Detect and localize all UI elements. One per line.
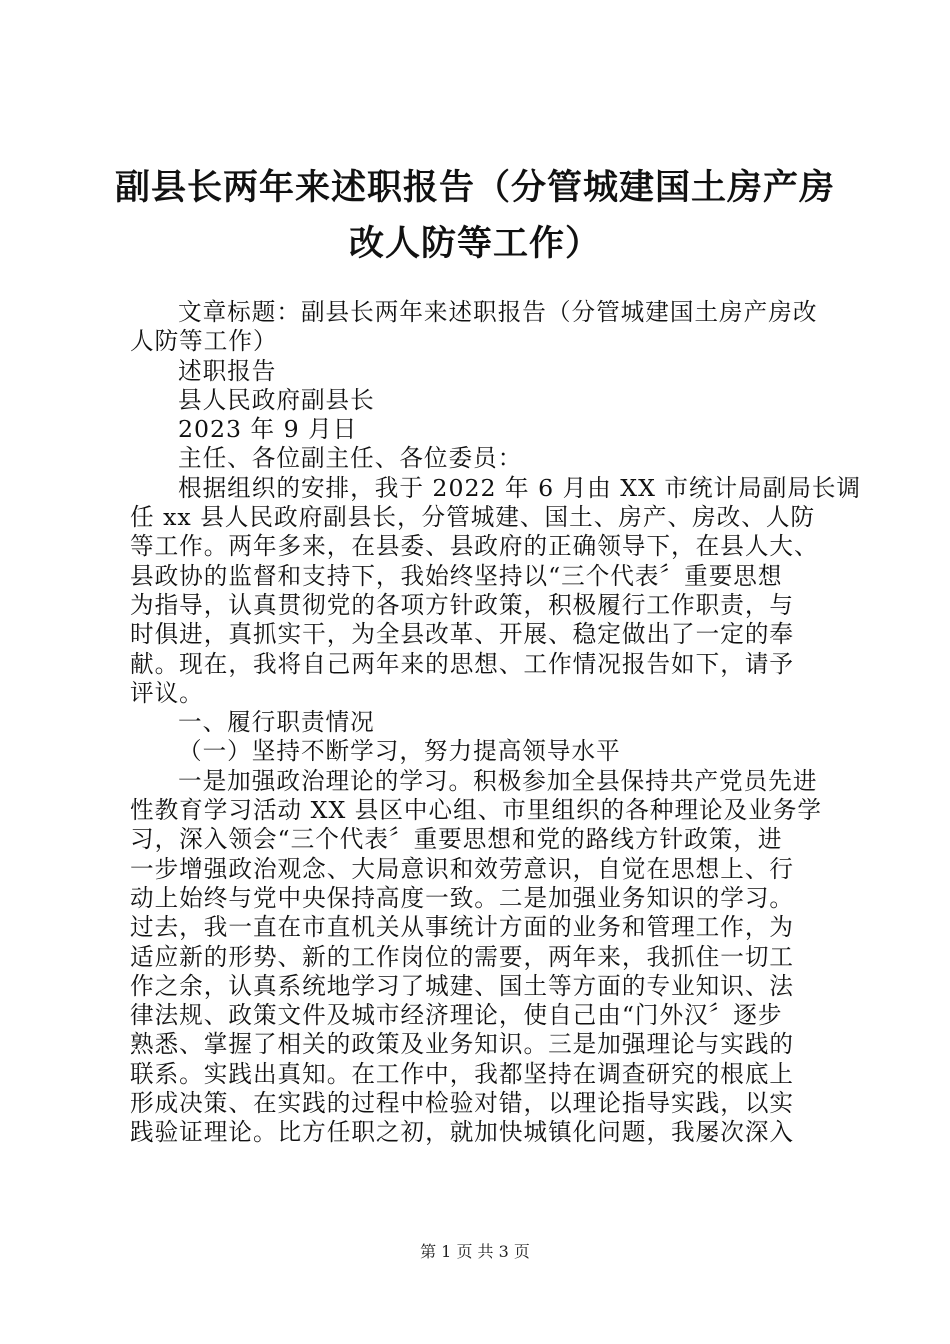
body-line: 动上始终与党中央保持高度一致。二是加强业务知识的学习。 <box>130 883 795 912</box>
body-line: 形成决策、在实践的过程中检验对错，以理论指导实践，以实 <box>130 1089 795 1118</box>
body-line: 县政协的监督和支持下，我始终坚持以“三个代表〞重要思想 <box>130 561 783 590</box>
body-line: 一、履行职责情况 <box>178 708 375 737</box>
body-line: 熟悉、掌握了相关的政策及业务知识。三是加强理论与实践的 <box>130 1030 795 1059</box>
title-line-1: 副县长两年来述职报告（分管城建国土房产房 <box>114 168 835 208</box>
body-line: 根据组织的安排，我于 2022 年 6 月由 XX 市统计局副局长调 <box>178 473 862 502</box>
body-line: 县人民政府副县长 <box>178 385 375 414</box>
body-line: 作之余，认真系统地学习了城建、国土等方面的专业知识、法 <box>130 971 795 1000</box>
body-line: （一）坚持不断学习，努力提高领导水平 <box>178 737 621 766</box>
body-line: 适应新的形势、新的工作岗位的需要，两年来，我抓住一切工 <box>130 942 795 971</box>
body-line: 2023 年 9 月日 <box>178 415 358 444</box>
body-line: 任 xx 县人民政府副县长，分管城建、国土、房产、房改、人防 <box>130 503 816 532</box>
document-title <box>110 160 840 272</box>
body-line: 为指导，认真贯彻党的各项方针政策，积极履行工作职责，与 <box>130 590 795 619</box>
body-line: 践验证理论。比方任职之初，就加快城镇化问题，我屡次深入 <box>130 1118 795 1147</box>
body-line: 献。现在，我将自己两年来的思想、工作情况报告如下，请予 <box>130 649 795 678</box>
body-line: 文章标题：副县长两年来述职报告（分管城建国土房产房改 <box>178 298 818 326</box>
body-line: 时俱进，真抓实干，为全县改革、开展、稳定做出了一定的奉 <box>130 620 795 649</box>
body-line: 习，深入领会“三个代表〞重要思想和党的路线方针政策，进 <box>130 825 783 854</box>
body-line: 述职报告 <box>178 356 277 385</box>
body-line: 主任、各位副主任、各位委员： <box>178 444 523 473</box>
body-line: 人防等工作） <box>130 327 278 356</box>
body-line: 等工作。两年多来，在县委、县政府的正确领导下，在县人大、 <box>130 532 819 561</box>
body-line: 一是加强政治理论的学习。积极参加全县保持共产党员先进 <box>178 766 818 795</box>
document-body <box>130 298 862 1148</box>
body-line: 性教育学习活动 XX 县区中心组、市里组织的各种理论及业务学 <box>130 796 823 825</box>
body-line: 评议。 <box>130 678 204 707</box>
page-footer: 第 1 页 共 3 页 <box>420 1242 530 1261</box>
body-line: 联系。实践出真知。在工作中，我都坚持在调查研究的根底上 <box>130 1059 795 1088</box>
body-line: 一步增强政治观念、大局意识和效劳意识，自觉在思想上、行 <box>130 854 795 883</box>
body-line: 过去，我一直在市直机关从事统计方面的业务和管理工作，为 <box>130 913 795 942</box>
body-line: 律法规、政策文件及城市经济理论，使自己由“门外汉〞逐步 <box>130 1001 783 1030</box>
title-line-2: 改人防等工作） <box>348 224 601 264</box>
